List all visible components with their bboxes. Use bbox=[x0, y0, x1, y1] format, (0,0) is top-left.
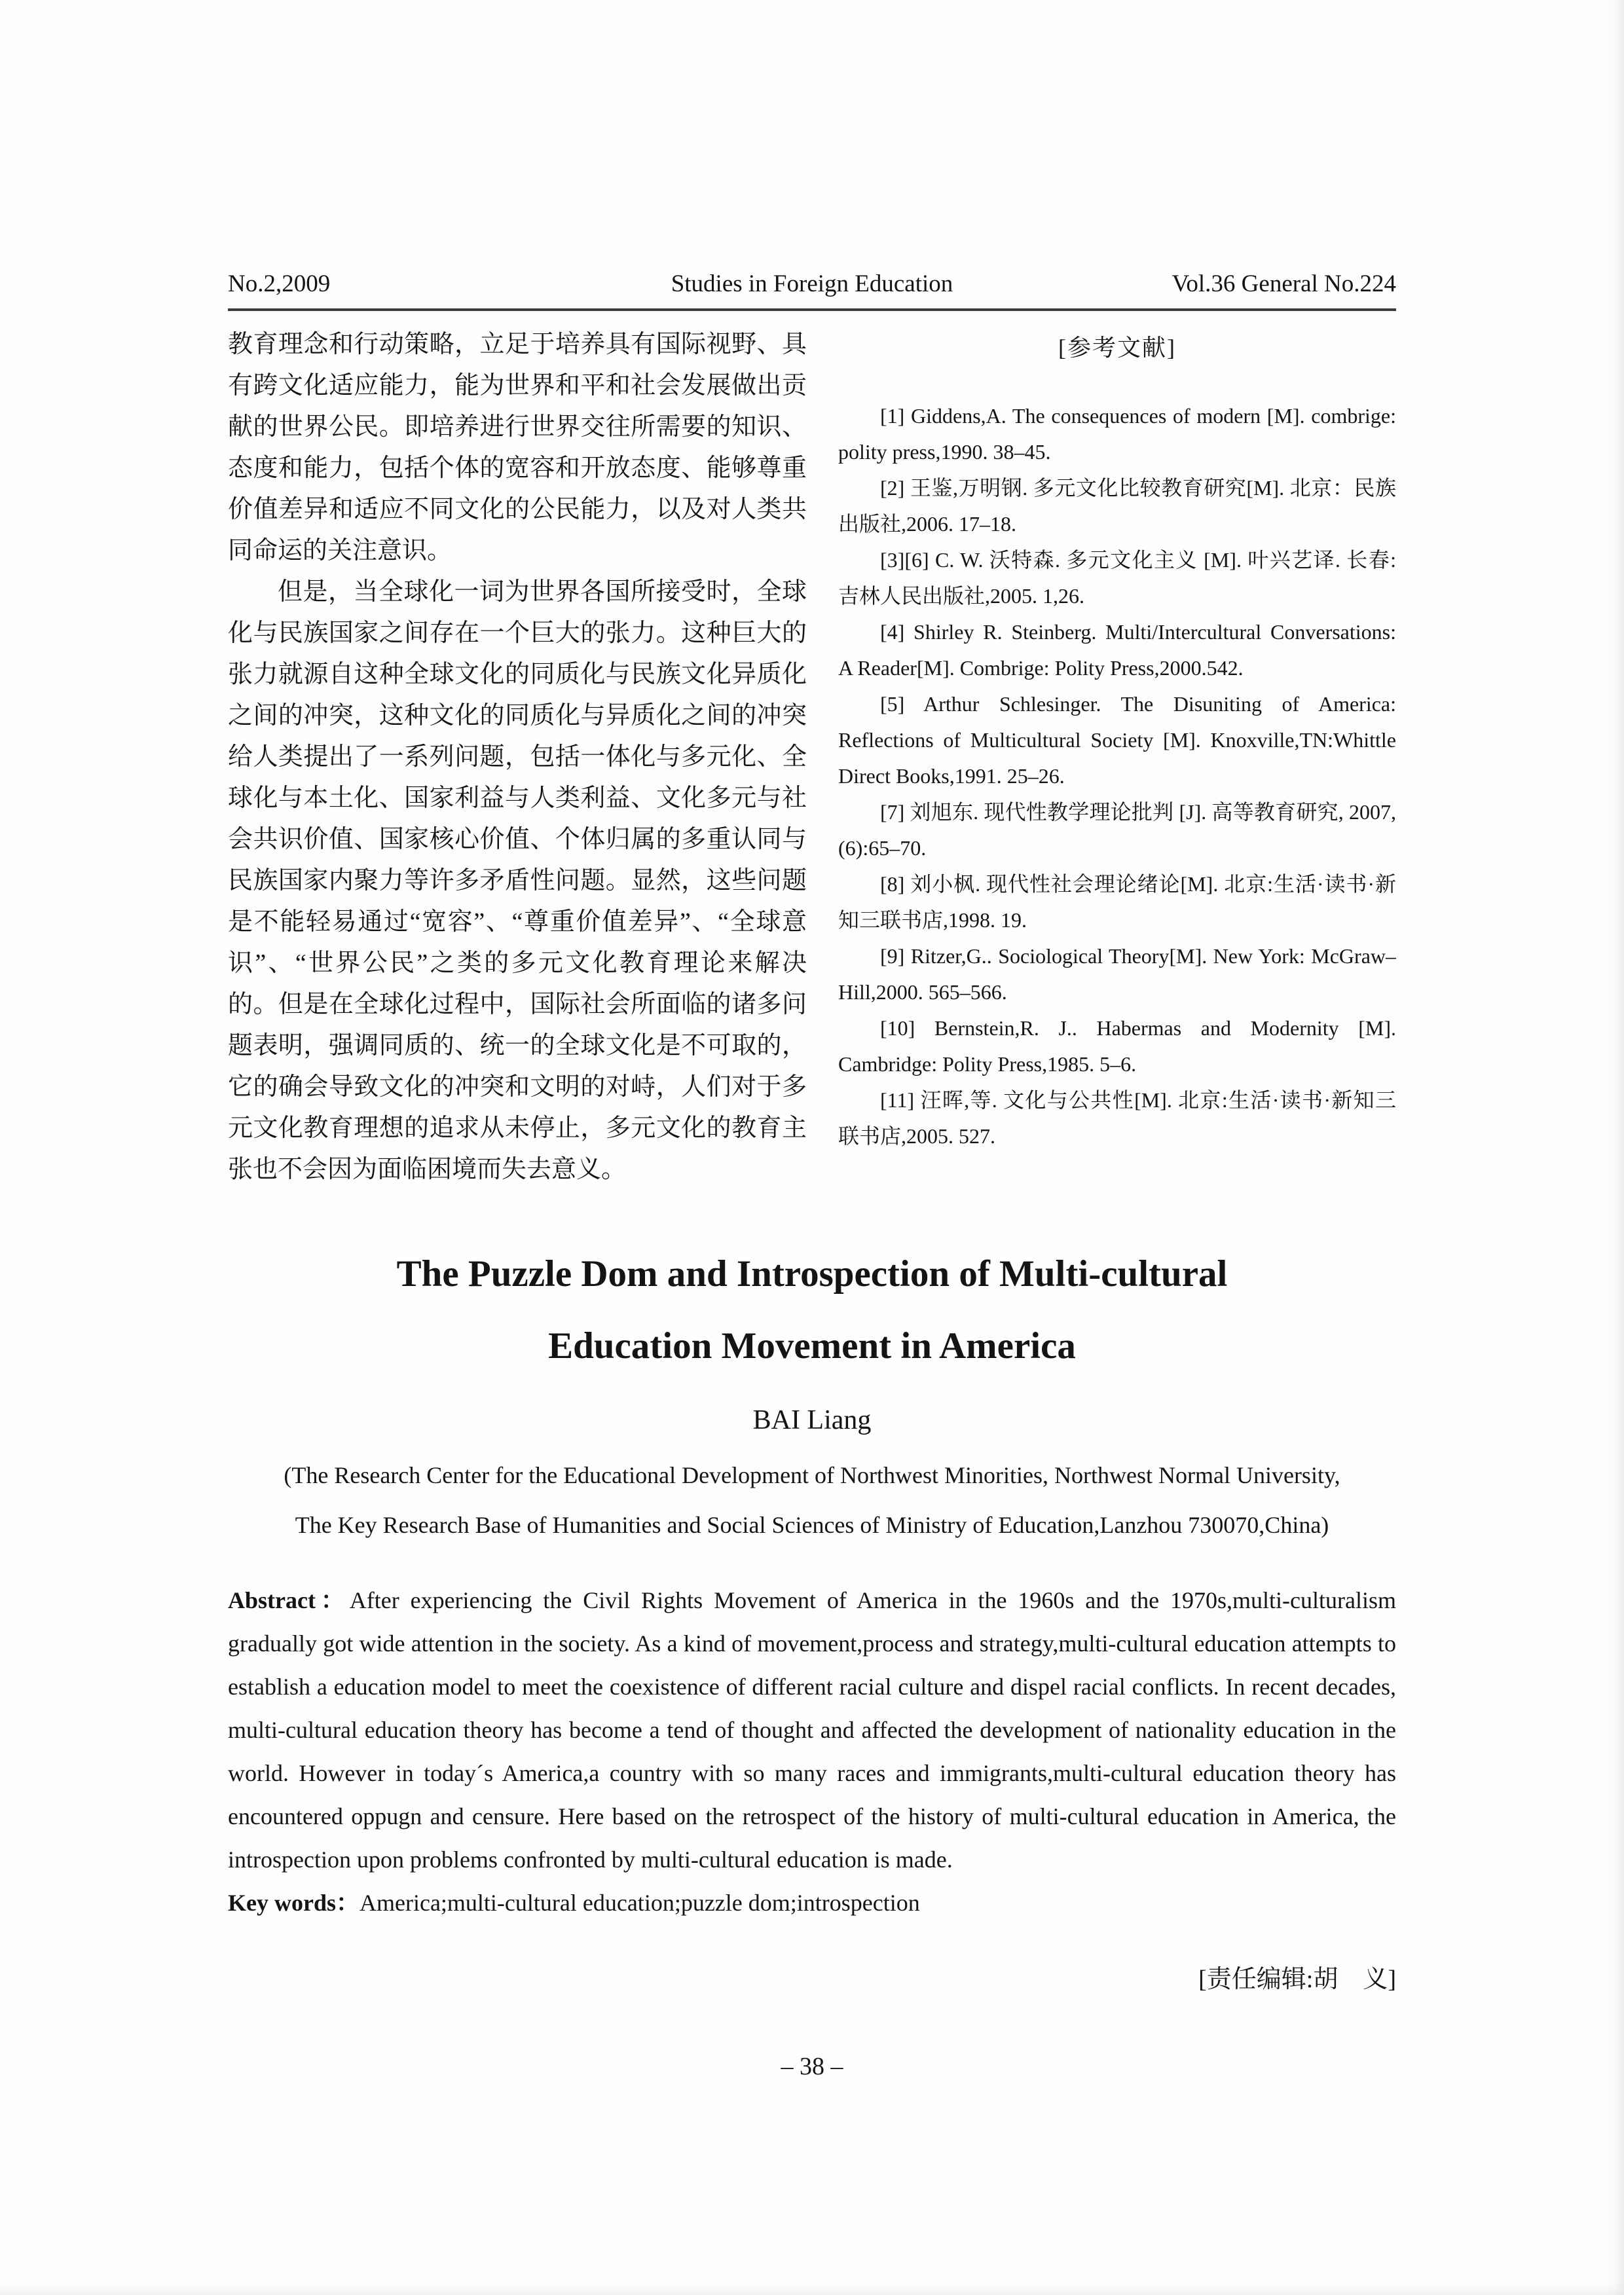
page-header bbox=[228, 270, 1396, 298]
reference-item-2: [2] 王鉴,万明钢. 多元文化比较教育研究[M]. 北京：民族出版社,2006. 17–18. bbox=[838, 476, 1396, 536]
page-number: – 38 – bbox=[781, 2053, 843, 2080]
abstract-text: After experiencing the Civil Rights Movement of America in the 1960s and the 1970s,multi-culturalism gradually got wide attention in the society. As a kind of movement,process and strategy,multi-cultural education attempts to establish a education model to meet the coexistence of different racial culture and dispel racial conflicts. In recent decades, multi-cultural education theory has become a tend of thought and affected the development of nationality education in the world. However in today´s America,a country with so many races and immigrants,multi-cultural education theory has encountered oppugn and censure. Here based on the retrospect of the history of multi-cultural education in America, the introspection upon problems confronted by multi-cultural education is made. bbox=[228, 1587, 1396, 1873]
abstract bbox=[228, 1579, 1396, 1881]
reference-item-7: [7] 刘旭东. 现代性教学理论批判 [J]. 高等教育研究, 2007,(6):65–70. bbox=[838, 800, 1396, 860]
body-paragraph-continued: 教育理念和行动策略，立足于培养具有国际视野、具有跨文化适应能力，能为世界和平和社会发展做出贡献的世界公民。即培养进行世界交往所需要的知识、态度和能力，包括个体的宽容和开放态度、能够尊重价值差异和适应不同文化的公民能力，以及对人类共同命运的关注意识。 bbox=[228, 331, 807, 564]
article-title bbox=[228, 1238, 1396, 1382]
reference-item-8: [8] 刘小枫. 现代性社会理论绪论[M]. 北京:生活·读书·新知三联书店,1998. 19. bbox=[838, 872, 1396, 932]
right-column-references bbox=[838, 324, 1396, 1183]
editor-note: [责任编辑:胡 义] bbox=[1198, 1966, 1396, 1993]
header-issue: No.2,2009 bbox=[228, 270, 331, 297]
reference-item-5: [5] Arthur Schlesinger. The Disuniting of America: Reflections of Multicultural Society [M]. Knoxville,TN:Whittle Direct Books,1991. 25–26. bbox=[838, 692, 1396, 788]
body-paragraph: 但是，当全球化一词为世界各国所接受时，全球化与民族国家之间存在一个巨大的张力。这种巨大的张力就源自这种全球文化的同质化与民族文化异质化之间的冲突，这种文化的同质化与异质化之间的冲突给人类提出了一系列问题，包括一体化与多元化、全球化与本土化、国家利益与人类利益、文化多元与社会共识价值、国家核心价值、个体归属的多重认同与民族国家内聚力等许多矛盾性问题。显然，这些问题是不能轻易通过“宽容”、“尊重价值差异”、“全球意识”、“世界公民”之类的多元文化教育理论来解决的。但是在全球化过程中，国际社会所面临的诸多问题表明，强调同质的、统一的全球文化是不可取的，它的确会导致文化的冲突和文明的对峙，人们对于多元文化教育理想的追求从未停止，多元文化的教育主张也不会因为面临困境而失去意义。 bbox=[228, 578, 807, 1183]
author-affiliation bbox=[228, 1450, 1396, 1550]
keywords bbox=[228, 1881, 1396, 1924]
affiliation-line2: The Key Research Base of Humanities and Social Sciences of Ministry of Education,Lanzhou 730070,China) bbox=[295, 1512, 1329, 1538]
keywords-text: America;multi-cultural education;puzzle dom;introspection bbox=[360, 1890, 920, 1916]
reference-item-3-6: [3][6] C. W. 沃特森. 多元文化主义 [M]. 叶兴艺译. 长春:吉林人民出版社,2005. 1,26. bbox=[838, 548, 1396, 608]
keywords-label: Key words： bbox=[228, 1890, 360, 1916]
header-volume: Vol.36 General No.224 bbox=[1172, 270, 1396, 297]
abstract-label: Abstract： bbox=[228, 1587, 350, 1613]
article-title-line1: The Puzzle Dom and Introspection of Multi-cultural bbox=[396, 1253, 1228, 1294]
left-column bbox=[228, 324, 807, 1183]
references-heading: [参考文献] bbox=[1058, 335, 1176, 361]
reference-item-4: [4] Shirley R. Steinberg. Multi/Intercultural Conversations: A Reader[M]. Combrige: Polity Press,2000.542. bbox=[838, 620, 1396, 680]
reference-item-10: [10] Bernstein,R. J.. Habermas and Modernity [M]. Cambridge: Polity Press,1985. 5–6. bbox=[838, 1016, 1396, 1076]
header-divider bbox=[228, 308, 1396, 311]
reference-item-11: [11] 汪晖,等. 文化与公共性[M]. 北京:生活·读书·新知三联书店,2005. 527. bbox=[838, 1088, 1396, 1148]
reference-item-1: [1] Giddens,A. The consequences of modern [M]. combrige: polity press,1990. 38–45. bbox=[838, 404, 1396, 464]
affiliation-line1: (The Research Center for the Educational Development of Northwest Minorities, Northwest Normal University, bbox=[284, 1462, 1340, 1488]
article-title-line2: Education Movement in America bbox=[548, 1325, 1076, 1367]
reference-item-9: [9] Ritzer,G.. Sociological Theory[M]. New York: McGraw–Hill,2000. 565–566. bbox=[838, 944, 1396, 1004]
author-name: BAI Liang bbox=[752, 1405, 872, 1435]
two-column-body bbox=[228, 324, 1396, 1183]
header-journal-title: Studies in Foreign Education bbox=[671, 270, 953, 297]
